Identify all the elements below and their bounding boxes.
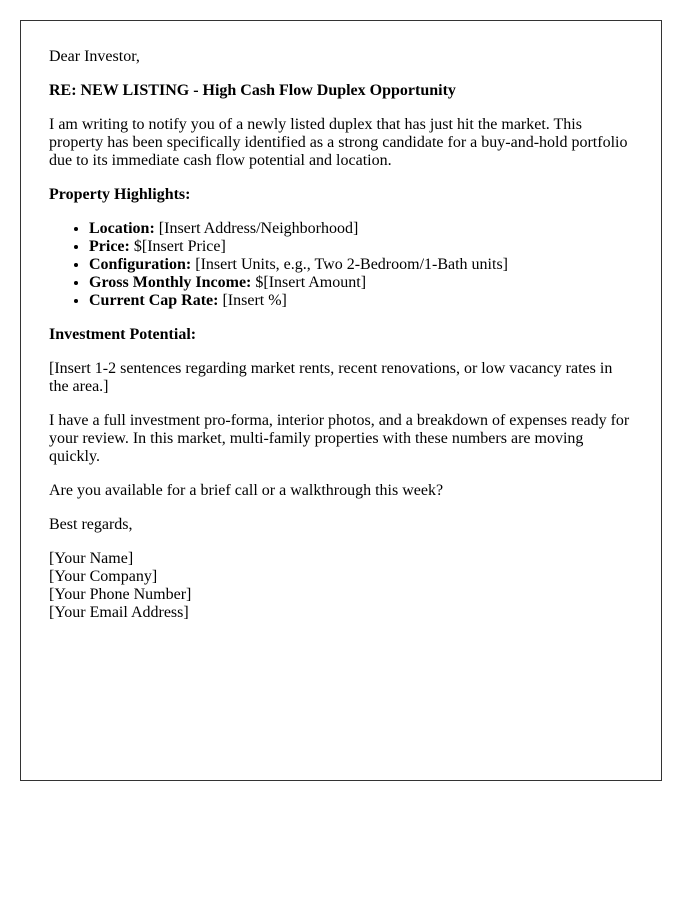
potential-paragraph: [Insert 1-2 sentences regarding market rents, recent renovations, or low vacancy rates in the area.]: [49, 360, 613, 395]
highlight-value: [Insert %]: [218, 292, 287, 309]
proforma-paragraph: I have a full investment pro-forma, interior photos, and a breakdown of expenses ready for your review. In this market, multi-family properties with these numbers are moving quickly.: [49, 412, 630, 465]
highlight-price: [89, 238, 633, 256]
potential-heading-text: Investment Potential:: [49, 326, 197, 343]
highlight-gross-income: [89, 274, 633, 292]
highlight-cap-rate: [89, 292, 633, 310]
highlight-configuration: [89, 256, 633, 274]
highlight-location: [89, 220, 633, 238]
potential-heading: [49, 326, 633, 344]
highlight-label: Current Cap Rate:: [89, 292, 219, 309]
closing: Best regards,: [49, 516, 133, 533]
signature-email: [Your Email Address]: [49, 604, 189, 621]
highlight-label: Gross Monthly Income:: [89, 274, 252, 291]
highlight-label: Price:: [89, 238, 130, 255]
highlight-value: $[Insert Amount]: [251, 274, 367, 291]
highlight-value: [Insert Units, e.g., Two 2-Bedroom/1-Bath units]: [191, 256, 508, 273]
highlights-heading-text: Property Highlights:: [49, 186, 191, 203]
signature-phone: [Your Phone Number]: [49, 586, 192, 603]
intro-paragraph: I am writing to notify you of a newly listed duplex that has just hit the market. This property has been specifically identified as a strong candidate for a buy-and-hold portfolio due to its immediate cash flow potential and location.: [49, 116, 628, 169]
highlight-value: [Insert Address/Neighborhood]: [154, 220, 359, 237]
signature-block: [49, 550, 633, 622]
highlight-label: Configuration:: [89, 256, 192, 273]
highlights-list: [49, 220, 633, 310]
signature-company: [Your Company]: [49, 568, 158, 585]
letter-document: [20, 20, 662, 781]
call-to-action: Are you available for a brief call or a walkthrough this week?: [49, 482, 444, 499]
highlight-label: Location:: [89, 220, 155, 237]
highlights-heading: [49, 186, 633, 204]
greeting: Dear Investor,: [49, 48, 140, 65]
highlight-value: $[Insert Price]: [129, 238, 226, 255]
signature-name: [Your Name]: [49, 550, 134, 567]
subject-text: RE: NEW LISTING - High Cash Flow Duplex Opportunity: [49, 82, 456, 99]
subject-line: [49, 82, 633, 100]
